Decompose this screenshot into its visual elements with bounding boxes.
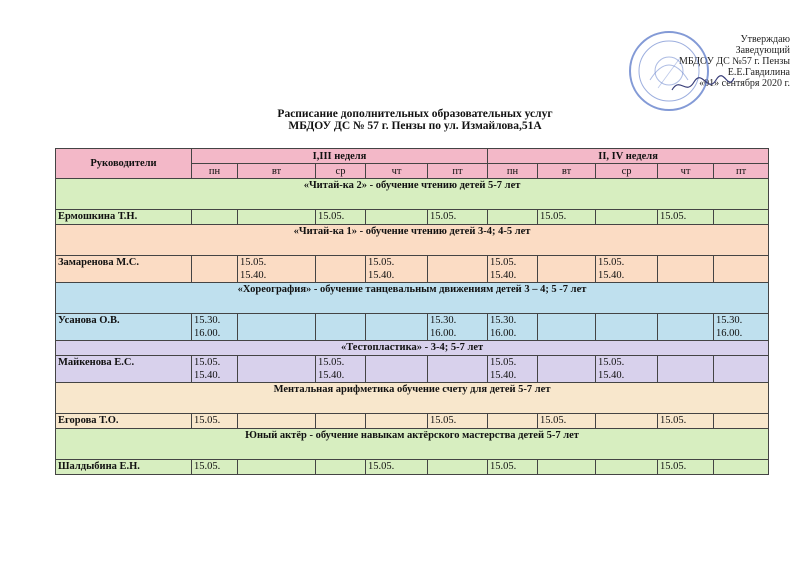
time-cell <box>714 414 769 429</box>
header-row <box>56 149 769 164</box>
table-row <box>56 256 769 283</box>
time-cell: 15.05. 15.40. <box>192 356 238 383</box>
time-cell <box>316 414 366 429</box>
time-cell: 15.30. 16.00. <box>192 314 238 341</box>
time-cell: 15.30. 16.00. <box>428 314 488 341</box>
document-title <box>0 108 800 132</box>
teacher-name: Усанова О.В. <box>56 314 192 341</box>
time-cell: 15.05. 15.40. <box>238 256 316 283</box>
time-cell: 15.05. <box>428 414 488 429</box>
time-cell: 15.30. 16.00. <box>714 314 769 341</box>
week2-header: II, IV неделя <box>488 149 769 164</box>
time-cell <box>428 460 488 475</box>
day-header: ср <box>596 164 658 179</box>
table-row <box>56 414 769 429</box>
time-cell <box>596 460 658 475</box>
title-line-1: Расписание дополнительных образовательных услуг <box>277 108 553 120</box>
time-cell <box>316 314 366 341</box>
official-stamp-icon <box>628 30 710 112</box>
time-cell <box>366 356 428 383</box>
time-cell <box>714 210 769 225</box>
day-header: чт <box>658 164 714 179</box>
time-cell <box>238 314 316 341</box>
time-cell <box>366 210 428 225</box>
time-cell <box>596 414 658 429</box>
time-cell <box>238 414 316 429</box>
time-cell <box>428 256 488 283</box>
signature-icon <box>668 72 738 98</box>
day-header: вт <box>238 164 316 179</box>
schedule-table <box>55 148 769 475</box>
time-cell: 15.05. <box>538 414 596 429</box>
time-cell: 15.30. 16.00. <box>488 314 538 341</box>
day-header: вт <box>538 164 596 179</box>
time-cell <box>714 356 769 383</box>
day-header: ср <box>316 164 366 179</box>
section-title: «Хореография» - обучение танцевальным движениям детей 3 – 4; 5 -7 лет <box>56 283 769 314</box>
time-cell <box>366 314 428 341</box>
time-cell <box>538 256 596 283</box>
approval-line: «01» сентября 2020 г. <box>699 78 790 89</box>
time-cell: 15.05. <box>316 210 366 225</box>
time-cell: 15.05. <box>658 460 714 475</box>
title-line-2: МБДОУ ДС № 57 г. Пензы по ул. Измайлова,51А <box>288 120 542 132</box>
teacher-name: Ермошкина Т.Н. <box>56 210 192 225</box>
time-cell: 15.05. 15.40. <box>488 256 538 283</box>
time-cell <box>714 256 769 283</box>
time-cell: 15.05. <box>538 210 596 225</box>
teacher-name: Егорова Т.О. <box>56 414 192 429</box>
time-cell: 15.05. <box>658 414 714 429</box>
time-cell: 15.05. <box>488 460 538 475</box>
time-cell <box>658 356 714 383</box>
section-title-row <box>56 225 769 256</box>
time-cell <box>658 256 714 283</box>
time-cell <box>538 460 596 475</box>
time-cell: 15.05. <box>192 414 238 429</box>
time-cell <box>488 414 538 429</box>
week1-header: I,III неделя <box>192 149 488 164</box>
time-cell: 15.05. 15.40. <box>488 356 538 383</box>
day-header: пн <box>488 164 538 179</box>
time-cell <box>316 256 366 283</box>
time-cell <box>192 256 238 283</box>
section-title: «Читай-ка 2» - обучение чтению детей 5-7 лет <box>56 179 769 210</box>
time-cell <box>596 314 658 341</box>
time-cell <box>238 356 316 383</box>
time-cell <box>238 210 316 225</box>
section-title: Юный актёр - обучение навыкам актёрского мастерства детей 5-7 лет <box>56 429 769 460</box>
time-cell: 15.05. <box>428 210 488 225</box>
time-cell <box>316 460 366 475</box>
time-cell <box>428 356 488 383</box>
day-header: пн <box>192 164 238 179</box>
time-cell: 15.05. <box>192 460 238 475</box>
time-cell <box>488 210 538 225</box>
day-header: пт <box>428 164 488 179</box>
time-cell: 15.05. <box>658 210 714 225</box>
approval-line: Заведующий <box>735 45 790 56</box>
approval-line: Е.Е.Гавдилина <box>727 67 790 78</box>
day-header: чт <box>366 164 428 179</box>
section-title-row <box>56 179 769 210</box>
time-cell <box>538 314 596 341</box>
time-cell <box>366 414 428 429</box>
table-row <box>56 356 769 383</box>
time-cell: 15.05. <box>366 460 428 475</box>
time-cell <box>714 460 769 475</box>
section-title-row <box>56 283 769 314</box>
time-cell <box>596 210 658 225</box>
section-title: «Тестопластика» - 3-4; 5-7 лет <box>56 341 769 356</box>
approval-line: МБДОУ ДС №57 г. Пензы <box>678 56 790 67</box>
table-row <box>56 460 769 475</box>
table-row <box>56 314 769 341</box>
leaders-header: Руководители <box>56 149 192 179</box>
time-cell <box>238 460 316 475</box>
day-header: пт <box>714 164 769 179</box>
section-title: Ментальная арифметика обучение счету для детей 5-7 лет <box>56 383 769 414</box>
time-cell: 15.05. 15.40. <box>596 356 658 383</box>
teacher-name: Шалдыбина Е.Н. <box>56 460 192 475</box>
time-cell: 15.05. 15.40. <box>596 256 658 283</box>
section-title-row <box>56 383 769 414</box>
time-cell <box>658 314 714 341</box>
time-cell <box>538 356 596 383</box>
teacher-name: Замаренова М.С. <box>56 256 192 283</box>
section-title-row <box>56 429 769 460</box>
table-row <box>56 210 769 225</box>
teacher-name: Майкенова Е.С. <box>56 356 192 383</box>
section-title-row <box>56 341 769 356</box>
section-title: «Читай-ка 1» - обучение чтению детей 3-4; 4-5 лет <box>56 225 769 256</box>
time-cell: 15.05. 15.40. <box>316 356 366 383</box>
approval-line: Утверждаю <box>740 34 790 45</box>
time-cell <box>192 210 238 225</box>
time-cell: 15.05. 15.40. <box>366 256 428 283</box>
